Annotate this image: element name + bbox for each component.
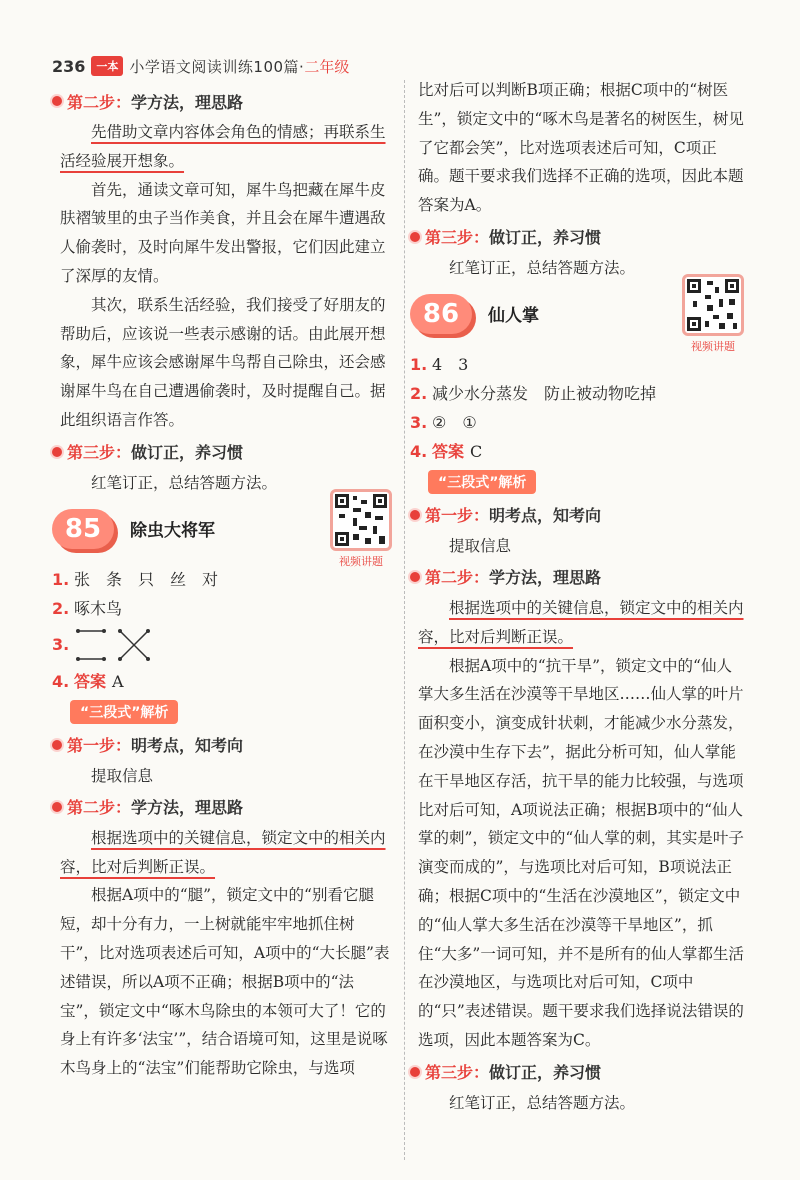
answer-item: 2. 减少水分蒸发 防止被动物吃掉	[410, 383, 657, 403]
step-text: 红笔订正，总结答题方法。	[91, 473, 278, 492]
answer-item: 3.	[52, 623, 392, 667]
paragraph: 根据A项中的“腿”，锁定文中的“别看它腿短，却十分有力，一上树就能牢牢地抓住树干”，比对选项表述后可知，A项中的“大长腿”表述错误，所以A项不正确；根据B项中的“法宝”，锁定文中“啄木鸟除虫的本领可大了！它的身上有许多‘法宝’”，结合语境可知，这里是说啄木鸟身上的“法宝”们能帮助它除虫，与选项	[60, 886, 390, 1078]
section-number-badge: 86	[410, 294, 472, 334]
step-text: 红笔订正，总结答题方法。	[449, 258, 636, 277]
column-divider	[404, 80, 405, 1160]
paragraph: 其次，联系生活经验，我们接受了好朋友的帮助后，应该说一些表示感谢的话。由此展开想象，犀牛应该会感谢犀牛鸟帮自己除虫，还会感谢犀牛鸟在自己遭遇偷袭时，及时提醒自己。据此组织语言作答。	[60, 295, 386, 429]
answer-item: 4. 答案 C	[410, 441, 483, 461]
answer-item: 4. 答案 A	[52, 671, 124, 691]
answer-item: 2. 啄木鸟	[52, 598, 123, 618]
bullet-icon	[410, 232, 420, 242]
step-label: 第三步：	[425, 228, 490, 248]
step-label: 第二步：	[67, 798, 132, 818]
step-label: 第三步：	[425, 1063, 490, 1083]
page-number: 236	[52, 56, 86, 76]
section-title: 除虫大将军	[130, 521, 215, 542]
qr-caption: 视频讲题	[691, 339, 735, 353]
right-column	[410, 76, 744, 1117]
method-text: 根据选项中的关键信息，锁定文中的相关内容，比对后判断正误。	[60, 828, 386, 876]
step-text: 红笔订正，总结答题方法。	[449, 1093, 636, 1112]
method-text: 先借助文章内容体会角色的情感；再联系生活经验展开想象。	[60, 123, 386, 170]
step-label: 第二步：	[67, 92, 132, 112]
brand-logo: 一本	[91, 56, 123, 76]
bullet-icon	[52, 96, 62, 106]
section-86-heading	[410, 288, 744, 353]
bullet-icon	[52, 740, 62, 750]
step-heading	[52, 732, 392, 758]
paragraph: 根据A项中的“抗干旱”，锁定文中的“仙人掌大多生活在沙漠等干旱地区……仙人掌的叶片面积变小，演变成针状刺，才能减少水分蒸发，在沙漠中生存下去”，据此分析可知，仙人掌能在干旱地区存活，抗干旱的能力比较强，与选项比对后可知，A项说法正确；根据B项中的“仙人掌的刺”，锁定文中的“仙人掌的刺，其实是叶子演变而成的”，与选项比对后可知，B项说法正确；根据C项中的“生活在沙漠地区”，锁定文中的“仙人掌大多生活在沙漠等干旱地区”，抓住“大多”一词可知，并不是所有的仙人掌都生活在沙漠地区，与选项比对后可知，C项中的“只”表述错误。题干要求我们选择说法错误的选项，因此本题答案为C。	[418, 656, 744, 1049]
step-title: 学方法，理思路	[131, 92, 244, 112]
step-text: 提取信息	[91, 766, 154, 785]
step-heading	[52, 439, 392, 465]
qr-code[interactable]	[682, 274, 744, 354]
step-title: 做订正，养习惯	[131, 443, 244, 463]
step-title: 学方法，理思路	[131, 798, 244, 818]
analysis-tag: “三段式”解析	[428, 470, 536, 494]
step-heading	[410, 564, 744, 590]
step-label: 第一步：	[425, 506, 490, 526]
qr-code-icon	[682, 274, 744, 336]
step-heading	[52, 794, 392, 820]
bullet-icon	[410, 1067, 420, 1077]
grade-label: 二年级	[304, 57, 350, 76]
step-title: 学方法，理思路	[489, 568, 602, 588]
section-85-heading	[52, 503, 392, 568]
bullet-icon	[52, 447, 62, 457]
qr-code[interactable]	[330, 489, 392, 569]
method-text: 根据选项中的关键信息，锁定文中的相关内容，比对后判断正误。	[418, 598, 744, 646]
step-heading	[410, 224, 744, 250]
paragraph: 比对后可以判断B项正确；根据C项中的“树医生”，锁定文中的“啄木鸟是著名的树医生，树见了它都会笑”，比对选项表述后可知，C项正确。题干要求我们选择不正确的选项，因此本题答案为A。	[418, 81, 744, 215]
qr-caption: 视频讲题	[339, 554, 383, 568]
step-label: 第三步：	[67, 443, 132, 463]
answer-item: 1. 4 3	[410, 354, 469, 374]
step-label: 第一步：	[67, 736, 132, 756]
section-title: 仙人掌	[488, 306, 539, 327]
step-heading	[410, 502, 744, 528]
analysis-tag: “三段式”解析	[70, 700, 178, 724]
qr-code-icon	[330, 489, 392, 551]
step-heading	[410, 1059, 744, 1085]
page-header	[52, 54, 349, 78]
step-title: 明考点，知考向	[489, 506, 602, 526]
answer-item: 3. ② ①	[410, 412, 477, 432]
step-text: 提取信息	[449, 536, 512, 555]
step-label: 第二步：	[425, 568, 490, 588]
step-title: 做订正，养习惯	[489, 228, 602, 248]
bullet-icon	[410, 572, 420, 582]
left-column	[52, 84, 392, 1083]
book-title: 小学语文阅读训练100篇·	[129, 57, 305, 76]
step-heading	[52, 88, 392, 114]
bullet-icon	[52, 802, 62, 812]
step-title: 做订正，养习惯	[489, 1063, 602, 1083]
paragraph: 首先，通读文章可知，犀牛鸟把藏在犀牛皮肤褶皱里的虫子当作美食，并且会在犀牛遭遇敌人偷袭时，及时向犀牛发出警报，它们因此建立了深厚的友情。	[60, 180, 386, 285]
answer-item: 1. 张 条 只 丝 对	[52, 569, 219, 589]
bullet-icon	[410, 510, 420, 520]
section-number-badge: 85	[52, 509, 114, 549]
matching-lines-diagram	[74, 625, 154, 665]
step-title: 明考点，知考向	[131, 736, 244, 756]
